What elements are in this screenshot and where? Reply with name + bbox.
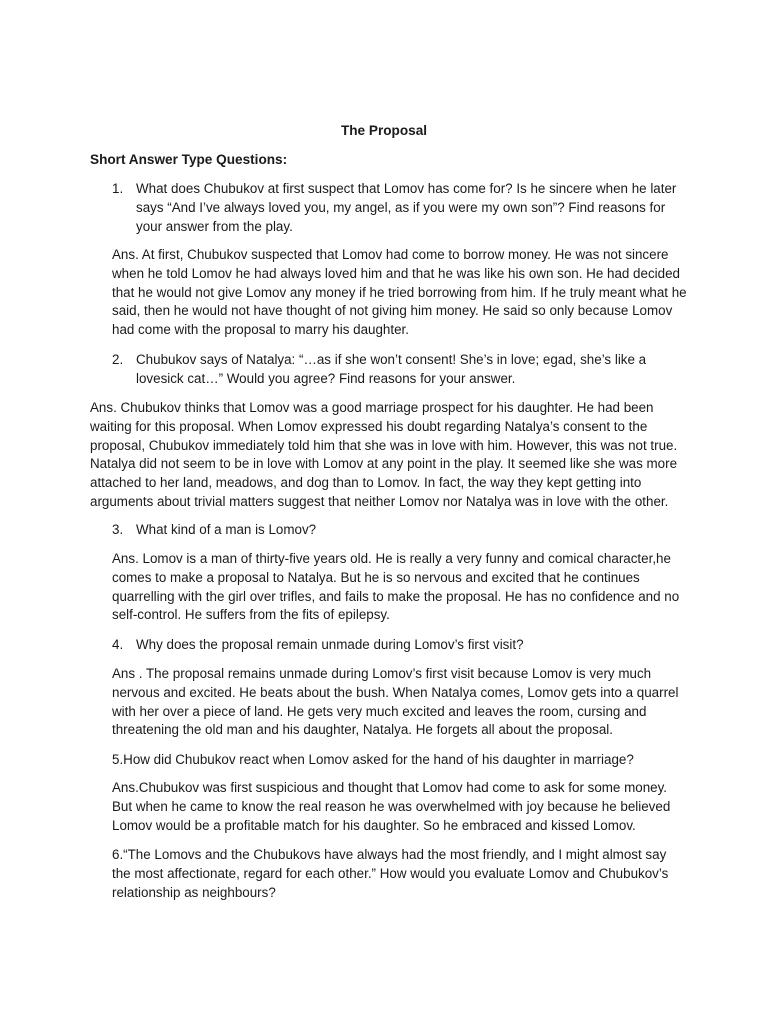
document-title: The Proposal (340, 123, 428, 138)
answer-2: Ans. Chubukov thinks that Lomov was a good marriage prospect for his daughter. He had been waiting for this proposal. When Lomov expressed his doubt regarding Natalya’s consent to the proposal, Chubukov immediately told him that she was in love with him. However, this was not true. Natalya did not seem to be in love with Lomov at any point in the play. It seemed like she was more attached to her land, meadows, and dog than to Lomov. In fact, the way they kept getting into arguments about trivial matters suggest that neither Lomov nor Natalya was in love with the other. (90, 400, 678, 509)
question-1-number: 1. (112, 181, 124, 196)
answer-5: Ans.Chubukov was first suspicious and thought that Lomov had come to ask for some money. But when he came to know the real reason he was overwhelmed with joy because he believed Lomov would be a profitable match for his daughter. So he embraced and kissed Lomov. (112, 780, 671, 833)
question-4-number: 4. (112, 637, 124, 652)
answer-1: Ans. At first, Chubukov suspected that Lomov had come to borrow money. He was not sincere when he told Lomov he had always loved him and that he was like his own son. He had decided that he would not give Lomov any money if he tried borrowing from him. If he truly meant what he said, then he would not have thought of not giving him money. He said so only because Lomov had come with the proposal to marry his daughter. (112, 247, 687, 338)
section-heading: Short Answer Type Questions: (90, 152, 288, 167)
question-5: 5.How did Chubukov react when Lomov asked for the hand of his daughter in marriage? (112, 752, 634, 767)
question-3-number: 3. (112, 522, 124, 537)
question-2-number: 2. (112, 352, 124, 367)
answer-4: Ans . The proposal remains unmade during Lomov’s first visit because Lomov is very much nervous and excited. He beats about the bush. When Natalya comes, Lomov gets into a quarrel with her over a piece of land. He gets very much excited and leaves the room, cursing and threatening the old man and his daughter, Natalya. He forgets all about the proposal. (112, 666, 679, 738)
question-2-text: Chubukov says of Natalya: “…as if she won’t consent! She’s in love; egad, she’s like a lovesick cat…” Would you agree? Find reasons for your answer. (136, 352, 647, 386)
question-4 (112, 636, 682, 655)
question-4-text: Why does the proposal remain unmade during Lomov’s first visit? (136, 637, 524, 652)
question-6: 6.“The Lomovs and the Chubukovs have always had the most friendly, and I might almost say the most affectionate, regard for each other.” How would you evaluate Lomov and Chubukov’s relationship as neighbours? (112, 847, 669, 900)
question-3-text: What kind of a man is Lomov? (136, 522, 317, 537)
answer-3: Ans. Lomov is a man of thirty-five years old. He is really a very funny and comical character,he comes to make a proposal to Natalya. But he is so nervous and excited that he continues quarrelling with the girl over trifles, and fails to make the proposal. He has no confidence and no self-control. He suffers from the fits of epilepsy. (112, 551, 680, 623)
question-2 (112, 351, 682, 389)
question-1 (112, 180, 682, 236)
question-1-text: What does Chubukov at first suspect that Lomov has come for? Is he sincere when he later says “And I’ve always loved you, my angel, as if you were my own son”? Find reasons for your answer from the play. (136, 181, 677, 234)
question-3 (112, 521, 682, 540)
